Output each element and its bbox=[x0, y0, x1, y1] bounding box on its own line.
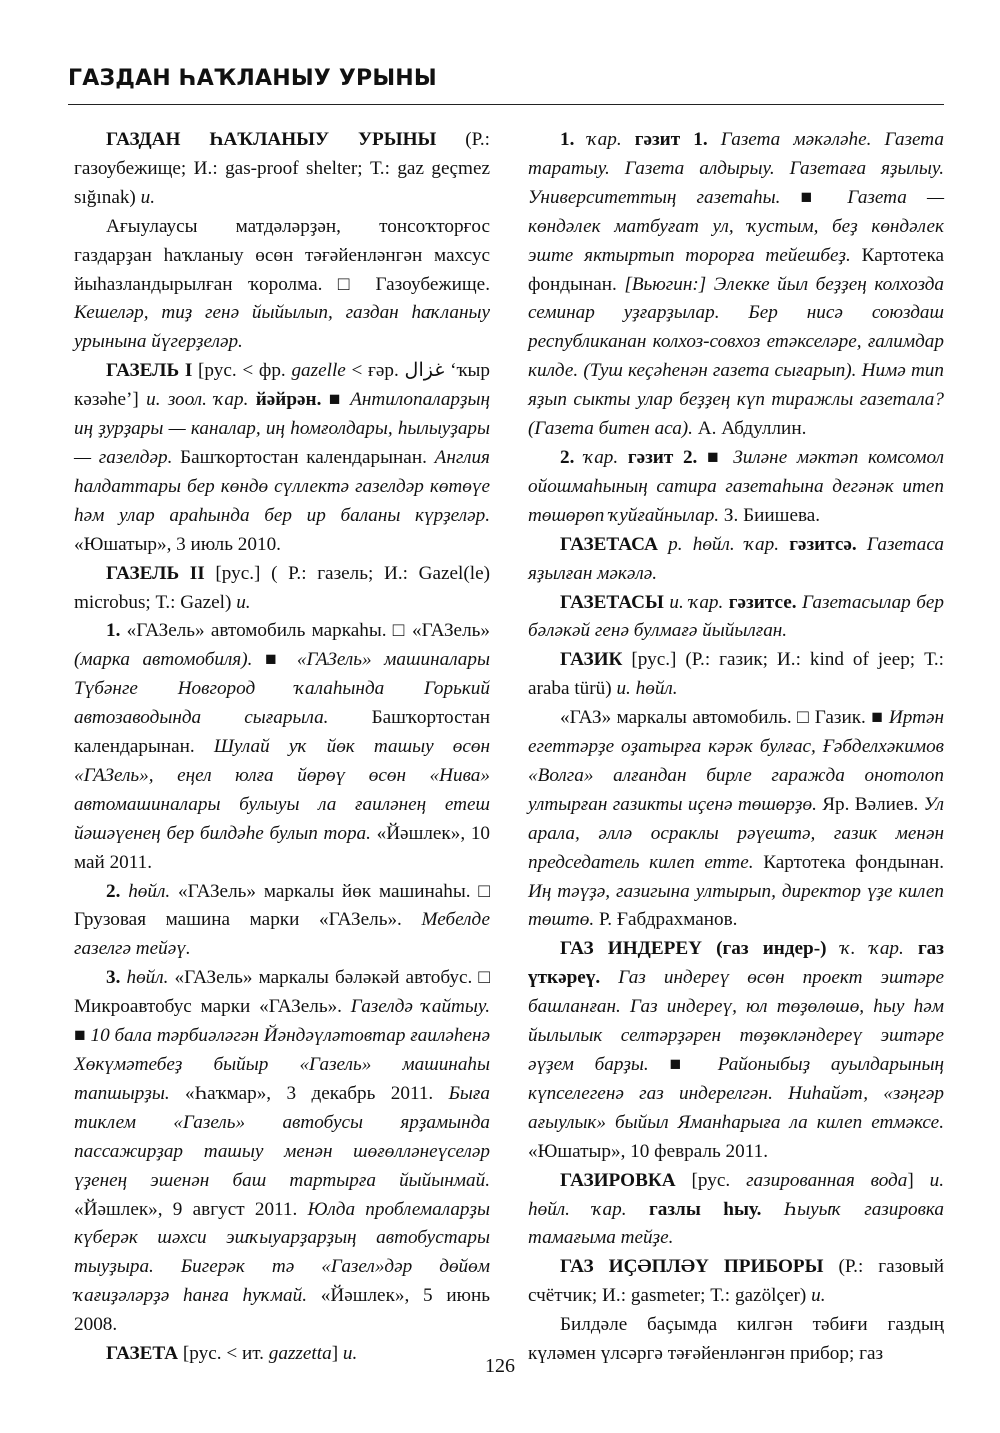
part-of-speech: и. һөйл. bbox=[616, 678, 678, 700]
example-text: Быға тиклем «Газель» автобусы ярҙамында пассажирҙар ташыу менән шөғөлләнеүселәр үҙенең эшенән баш тартырға йыйынмай. bbox=[74, 1082, 490, 1191]
example-text: [Вьюгин:] Элекке йыл беҙҙең колхозда семинар уҙғарҙылар. Бер нисә союздаш республиканан колхоз-совхоз етәкселәре, ғалимдар килде. (Туш кеҫәһенән газета сығарып). Нимә тип яҙып сыкты улар беҙҙең күп тиражлы газетала? (Газета битен аса). bbox=[528, 273, 944, 440]
gazik-definition bbox=[528, 704, 944, 935]
citation: Башҡортостан календарынан. bbox=[172, 446, 435, 468]
headword: ГАЗИРОВКА bbox=[560, 1169, 676, 1191]
sense-3 bbox=[74, 964, 490, 1340]
part-of-speech: и. ҡар. bbox=[663, 591, 729, 613]
cross-reference: йәйрән. bbox=[255, 389, 322, 411]
etymon: газированная вода bbox=[746, 1169, 908, 1191]
cross-reference: гәзит 1. bbox=[634, 129, 708, 150]
definition-text: «ГАЗель» автомобиль маркаһы. □ «ГАЗель» bbox=[120, 620, 490, 642]
entry-gazetasy bbox=[528, 589, 944, 647]
example-text: Мебелде газелгә тейәү. bbox=[74, 909, 490, 960]
citation: З. Биишева. bbox=[719, 504, 821, 526]
example-text: Һыуыҡ газировка тамағыма тейҙе. bbox=[528, 1198, 944, 1249]
example-text: Кешеләр, тиҙ генә йыйылып, газдан һаҡланыу урынына йүгерҙеләр. bbox=[74, 302, 490, 353]
definition-text: «ГАЗель» маркалы бәләкәй автобус. □ Микроавтобус марки «ГАЗель». bbox=[74, 967, 490, 1018]
part-of-speech: и. bbox=[811, 1285, 826, 1307]
sense-number: 2. bbox=[560, 446, 575, 468]
headword: ГАЗ ИҪӘПЛӘҮ ПРИБОРЫ bbox=[560, 1256, 824, 1278]
entry-gazel-1 bbox=[74, 357, 490, 559]
citation: «Йәшлек», 5 июнь 2008. bbox=[74, 1285, 490, 1336]
running-head: ГАЗДАН ҺАҠЛАНЫУ УРЫНЫ bbox=[68, 66, 437, 91]
entry-source: (Р.: газоубежище; И.: gas-proof shelter; Т.: gaz geçmez sığınak) bbox=[74, 129, 490, 208]
example-text: Англия һалдаттары бер көндө сүллектә газелдәр көтөүе һәм улар араһында бер ир баланы күрҙеләр. bbox=[74, 446, 490, 526]
gazeta-sense-1 bbox=[528, 126, 944, 444]
part-of-speech: и. зоол. ҡар. bbox=[146, 389, 256, 411]
headword: ГАЗЕТА bbox=[106, 1343, 179, 1365]
page-number: 126 bbox=[485, 1355, 515, 1377]
part-of-speech: ҡар. bbox=[574, 446, 628, 468]
sense-2 bbox=[74, 878, 490, 965]
headword: ГАЗЕТАСА bbox=[560, 533, 658, 555]
cross-reference: гәзитсе. bbox=[728, 591, 797, 613]
headword: ГАЗЕТАСЫ bbox=[560, 591, 664, 613]
entry-source: [рус. bbox=[675, 1169, 747, 1191]
sense-number: 1. bbox=[560, 129, 575, 150]
example-text: Газета мәкәләһе. Газета таратыу. Газета алдырыу. Газетаға яҙылыу. Университеттың газетаһы. ■ Газета — көндәлек матбуғат ул, ҡустым, беҙ көндәлек эште яктыртып торорға тейешбеҙ. bbox=[528, 129, 944, 266]
definition-text: «ГАЗ» маркалы автомобиль. □ Газик. bbox=[560, 707, 872, 729]
headword: ГАЗ ИНДЕРЕҮ (газ индер-) bbox=[560, 938, 827, 960]
example-text: Газелдә ҡайтыу. ■ 10 бала тәрбиәләгән Йәндәүләтовтар ғаиләһенә Хөкүмәтебеҙ быйыр «Газель» машинаһы тапшырҙы. bbox=[74, 996, 490, 1104]
example-text: Шулай уҡ йөк ташыу өсөн «ГАЗель», еңел юлға йөрөү өсөн «Нива» автомашиналары булыуы ла ғаиләнең етеш йәшәүенең бер билдәһе булып тора. bbox=[74, 736, 490, 844]
part-of-speech: и. bbox=[140, 186, 156, 208]
part-of-speech: һөйл. bbox=[120, 880, 171, 902]
citation: А. Абдуллин. bbox=[692, 418, 807, 440]
entry-definition bbox=[74, 213, 490, 358]
left-column bbox=[74, 126, 490, 1369]
headword: ГАЗИК bbox=[560, 649, 623, 671]
citation: «Йәшлек», 10 май 2011. bbox=[74, 822, 491, 873]
headword: ГАЗЕЛЬ I bbox=[106, 360, 193, 382]
example-text: (марка автомобиля). ■ «ГАЗель» машиналары Түбәнге Новгород ҡалаһында Горький автозаводында сығарыла. bbox=[74, 649, 490, 729]
example-text: ■ Иртән егеттәрҙе оҙатырға кәрәк булғас, Ғәбделхәкимов «Волга» алғандан бирле гаражда онотолоп ултырған газикты иҫенә төшөрҙө. bbox=[528, 707, 944, 815]
example-text: Газ индереү өсөн проект эштәре башланған. Газ индереү, юл төҙөлөшө, һыу һәм йылылык селтәрҙәрен төҙөкләндереү эштәре әүҙем барҙы. ■ Районыбыҙ ауылдарының күпселегенә газ индерелгән. Ниһайәт, «зәңгәр ағыулык» быйыл Яманһарыға ла килеп етмәксе. bbox=[528, 967, 944, 1133]
example-text: Газетасылар бер бәләкәй генә булмағә йыйылған. bbox=[528, 591, 944, 642]
part-of-speech: һөйл. bbox=[120, 967, 169, 989]
entry-gazirovka bbox=[528, 1167, 944, 1254]
header-rule bbox=[68, 104, 944, 105]
part-of-speech: р. һөйл. ҡар. bbox=[657, 533, 790, 555]
headword: ГАЗЕЛЬ II bbox=[106, 562, 205, 584]
entry-gazetasa bbox=[528, 531, 944, 589]
citation: Картотека фондынан. bbox=[528, 244, 945, 295]
part-of-speech: и. bbox=[236, 591, 251, 613]
citation: «Йәшлек», 9 август 2011. bbox=[74, 1198, 308, 1220]
sense-number: 2. bbox=[106, 880, 121, 902]
definition-text: Билдәле баҫымда килгән тәбиғи газдың күләмен үлсәргә тәғәйенләнгән прибор; газ bbox=[528, 1314, 944, 1365]
etymon: gazelle bbox=[291, 360, 346, 382]
citation: Р. Ғабдрахманов. bbox=[594, 909, 738, 931]
entry-source-cont: ] bbox=[907, 1169, 930, 1191]
citation: «Юшатыр», 3 июль 2010. bbox=[74, 533, 281, 555]
entry-gaz-ispleu-pribory bbox=[528, 1253, 944, 1311]
cross-reference: газлы һыу. bbox=[649, 1198, 762, 1220]
part-of-speech: и. bbox=[342, 1343, 358, 1365]
example-text: Ул арала, әллә осраклы рәүештә, газик менән председатель килеп етте. bbox=[528, 793, 944, 873]
entry-source: [рус. < фр. bbox=[192, 360, 292, 382]
entry-source: [рус.] ( Р.: газель; И.: Gazel(le) microbus; Т.: Gazel) bbox=[74, 562, 490, 613]
citation: «Юшатыр», 10 февраль 2011. bbox=[528, 1140, 769, 1162]
part-of-speech: ҡ. ҡар. bbox=[826, 938, 918, 960]
example-text: ■ Антилопаларҙың иң ҙурҙары — каналар, иң һомғолдары, һылыуҙары — газелдәр. bbox=[74, 389, 490, 468]
entry-gazdan-haklanyu-uryny bbox=[74, 126, 490, 213]
gazeta-sense-2 bbox=[528, 444, 944, 531]
citation: «Һаҡмар», 3 декабрь 2011. bbox=[169, 1082, 449, 1104]
sense-1 bbox=[74, 617, 490, 877]
entry-gazel-2 bbox=[74, 560, 490, 618]
citation: Яр. Вәлиев. bbox=[816, 793, 924, 815]
etymon: gazzetta bbox=[268, 1343, 332, 1365]
cross-reference: гәзит 2. bbox=[627, 446, 698, 468]
entry-source: (Р.: газовый счётчик; И.: gasmeter; Т.: gazölçer) bbox=[528, 1256, 944, 1307]
entry-source-cont: < ғәр. غزال ‘ҡыр кәзәһе’] bbox=[74, 360, 490, 411]
cross-reference: газ үткәреү. bbox=[528, 938, 944, 989]
part-of-speech: и. һөйл. ҡар. bbox=[528, 1169, 945, 1220]
example-text: Иң тәүҙә, газигына ултырып, директор үҙе килеп төштө. bbox=[528, 880, 944, 931]
entry-source: [рус.] (Р.: газик; И.: kind of jeep; Т.: araba türü) bbox=[528, 649, 944, 700]
example-text: Юлда проблемаларҙы күберәк шәхси эшҡыуарҙарҙың автобустары тыуҙыра. Бигерәк тә «Газел»дәр дөйөм ҡағиҙәләрҙә һанға һуҡмай. bbox=[74, 1198, 490, 1307]
sense-number: 1. bbox=[106, 620, 121, 642]
cross-reference: гәзитсә. bbox=[789, 533, 857, 555]
entry-source-cont: ] bbox=[331, 1343, 343, 1365]
sense-number: 3. bbox=[106, 967, 121, 989]
definition-text: Ағыулаусы матдәләрҙән, тонсоҡторғос газдарҙан һаҡланыу өсөн тәғәйенләнгән махсус йыһазландырылған ҡоролма. □ Газоубежище. bbox=[74, 215, 490, 295]
headword: ГАЗДАН ҺАҠЛАНЫУ УРЫНЫ bbox=[106, 129, 437, 150]
example-text: ■ Зиләне мәктәп комсомол ойошмаһының сатира газетаһына дегәнәк итеп төшөрөп ҡуйғайнылар. bbox=[528, 446, 945, 526]
right-column bbox=[528, 126, 944, 1369]
citation: Башҡортостан календарынан. bbox=[74, 707, 490, 758]
entry-source: [рус. < ит. bbox=[178, 1343, 269, 1365]
entry-gaz-indereu bbox=[528, 935, 944, 1166]
example-text: Газетаса яҙылған мәкәлә. bbox=[528, 533, 944, 584]
definition-text: «ГАЗель» маркалы йөк машинаһы. □ Грузовая машина марки «ГАЗель». bbox=[74, 880, 490, 931]
citation: Картотека фондынан. bbox=[753, 851, 944, 873]
part-of-speech: ҡар. bbox=[574, 129, 635, 150]
entry-gazik bbox=[528, 646, 944, 704]
